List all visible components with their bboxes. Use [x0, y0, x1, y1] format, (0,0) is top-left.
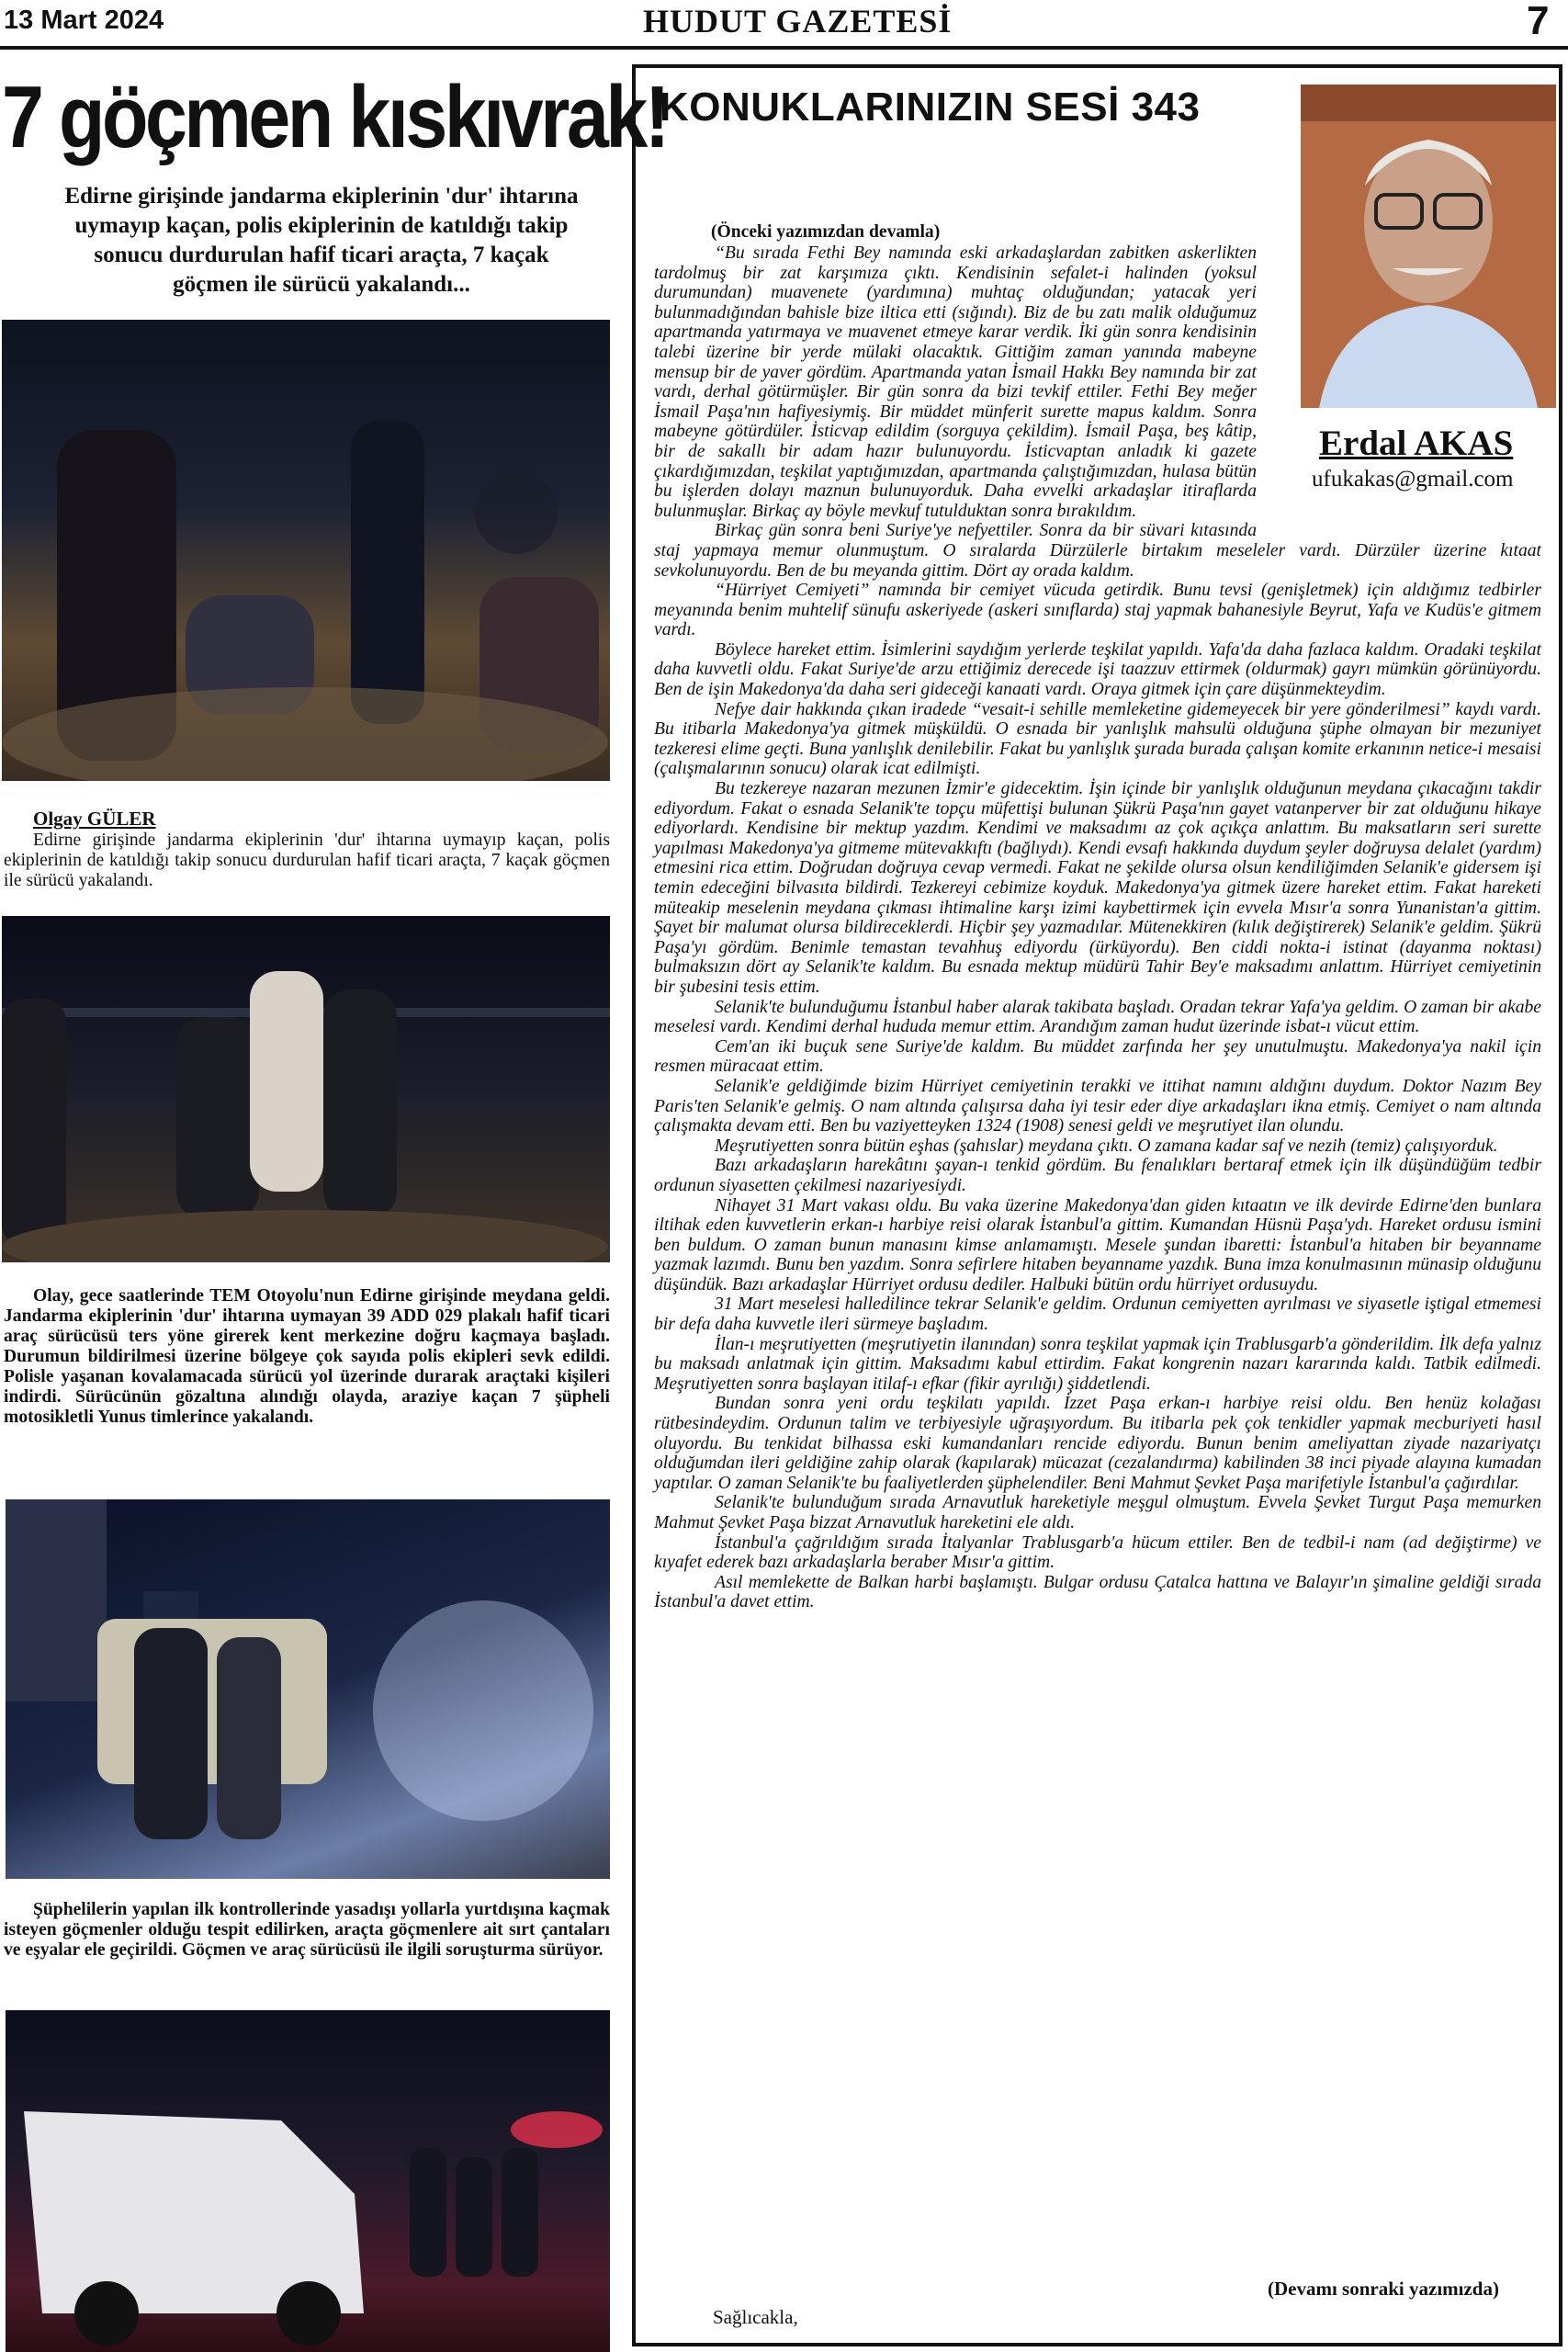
column-paragraph: Nihayet 31 Mart vakası oldu. Bu vaka üzerine Makedonya'dan giden kıtaatın ve ilk devirde Edirne'den bunlara iltihak eden kuvvetlerin erkan-ı harbiye reisi olarak İstanbul'a gittim. Kumandan Hüsnü Paşa'ydı. Hareket ordusu ismini ben buldum. O zaman bunun manasını kimse anlamamıştı. Mesele şundan ibaretti: İstanbul'a hitaben bir beyanname yazmak lazımdı. Bunu ben yazdım. Sonra sefirlere hitaben beyanname yazdık. Buna imza konulmasının münasip olduğunu düşündük. Bazı arkadaşlar Hürriyet ordusu dediler. Halbuki bütün ordu hürriyet ordusuydu. — [654, 1195, 1541, 1295]
article-paragraph-2: Olay, gece saatlerinde TEM Otoyolu'nun Edirne girişinde meydana geldi. Jandarma ekiplerinin 'dur' ihtarına uymayan 39 ADD 029 plakalı hafif ticari araç sürücüsü ters yöne girerek kent merkezine doğru kaçmaya başladı. Durumun bildirilmesi üzerine bölgeye çok sayıda polis ekipleri sevk edildi. Polisle yaşanan kovalamacada sürücü yol üzerinde durarak araçtaki kişileri indirdi. Sürücünün gözaltına alındığı olayda, araziye kaçan 7 şüpheli motosikletli Yunus timlerince yakalandı. — [4, 1286, 610, 1427]
article-spot: Edirne girişinde jandarma ekiplerinin 'dur' ihtarına uymayıp kaçan, polis ekiplerinin de katıldığı takip sonucu durdurulan hafif ticari araçta, 7 kaçak göçmen ile sürücü yakalandı... — [64, 184, 579, 297]
column-paragraph: Selanik'te bulunduğumu İstanbul haber alarak takibata başladı. Oradan tekrar Yafa'ya geldim. O zaman bir akabe meselesi vardı. Kendimi derhal hududa memur ettim. Arandığım zaman hudut üzerinde isbat-ı vücut ettim. — [654, 997, 1541, 1037]
author-email[interactable]: ufukakas@gmail.com — [1312, 467, 1514, 492]
column-paragraph: “Bu sırada Fethi Bey namında eski arkadaşlardan zabitken askerlikten tardolmuş bir zat karşımıza çıktı. Kendisinin sefalet-i halinden (yoksul durumundan) muavenete (yardımına) muhtaç olduğundan; yatacak yeri bulunmadığından bahisle bize iltica etti (sığındı). Biz de bu zatı malik olduğumuz apartmanda yatırmaya ve muavenet etmeye karar verdik. İki gün sonra kendisinin talebi üzerine bir yerde mülaki olacaktık. Gittiğim zaman yanında mabeyne mensup bir de yaver gördüm. Apartmanda yatan İsmail Hakkı Bey namında bir zat vardı, derhal götürmüşler. Bir gün sonra da bizi tevkif ettiler. Fethi Bey meğer İsmail Paşa'nın hafiyesiymiş. Bir müddet münferit surette mapus kaldım. Sonra mabeyne götürdüler. İsticvap edildim (sorguya çekildim). İsmail Paşa, beş kâtip, bir de sakallı bir adam hazır bulunuyordu. İsticvaptan anladık ki gazete çıkardığımızdan, teşkilat yaptığımızdan, apartmanda çalıştığımızdan, hulasa bütün bu işlerden dolayı maznun bulunuyorduk. Daha evvelki arkadaşlar itiraflarda bulunmuşlar. Birkaç ay böyle mevkuf tutulduktan sonra bırakıldım. — [654, 243, 1257, 521]
column-paragraph: İlan-ı meşrutiyetten (meşrutiyetin ilanından) sonra teşkilat yapmak için Trablusgarb'a gönderildim. İlk defa yalnız bu maksadı anlatmak için gittim. Maksadımı kabul ettirdim. Fakat kongrenin nazarı kararında kaldı. Tatbik edilmedi. Meşrutiyetten sonra başlayan itilaf-ı efkar (fikir ayrılığı) şiddetlendi. — [654, 1334, 1541, 1394]
column-paragraph: Bundan sonra yeni ordu teşkilatı yapıldı. İzzet Paşa erkan-ı harbiye reisi oldu. Ben henüz kolağası rütbesindeydim. Ordunun talim ve terbiyesiyle uğraşıyordum. Bu itibarla pek çok tenkidler yapmak mecburiyeti hasıl oluyordu. Bu tenkidat bilhassa eski kumandanları rencide ediyordu. Bunun benim ameliyattan ziyade nazariyatçı olduğumdan ileri geldiğine zahip olarak (kapılarak) mücazat (cezalandırma) kabilinden 38 inci piyade alayına kumadan yaptılar. O zaman Selanik'te bu faaliyetlerden şüphelendiler. Beni Mahmut Şevket Paşa marifetiyle İstanbul'a çağırdılar. — [654, 1394, 1541, 1493]
newspaper-name: HUDUT GAZETESİ — [643, 3, 953, 40]
photo-scene-4 — [6, 2010, 610, 2352]
photo-scene-1 — [2, 320, 610, 781]
column-paragraph: Bu tezkereye nazaran mezunen İzmir'e gidecektim. İşin içinde bir yanlışlık olduğunun meydana çıkacağını takdir ediyordum. Fakat o esnada Selanik'te topçu müfettişi bulunan Şükrü Paşa'nın gayet vatanperver bir zat olduğunu hikaye ediyorlardı. Kendisine bir mektup yazdım. Kendimi ve maksadımı az çok açıkça anlattım. Bu maksatların seri surette yapılması Makedonya'ya gitmeme mütevakkıftı (bağlıydı). Kendi evsafı hakkında duydum şeyler doğruysa delalet (yardım) etmesini rica ettim. Doğrudan doğruya cevap vermedi. Fakat ne şekilde olursa olsun kendiliğimden Selanik'e gidersem işi temin edeceğini bilvasıta bildirdi. Tezkereyi cebimize koyduk. Makedonya'ya gitmek üzere hareket ettim. Fakat hareketi müteakip meselenin meydana çıkması ihtimaline karşı izimi kaybettirmek için evvela Mısır'a sonra Yunanistan'a gittim. Şayet bir malumat olursa bildireceklerdi. Hiçbir şey yazmadılar. Mütenekkiren (kılık değiştirerek) Selanik'e geldim. Şükrü Paşa'yı gördüm. Benimle temastan tevahhuş ediyordu (ürküyordu). Ben ciddi nokta-i istinat (dayanma noktası) bulmaksızın dört ay Selanik'te kaldım. Bu esnada mektup müdürü Tahir Bey'e maksadımı anlattım. Hürriyet cemiyetinin bir şubesini tesis ettim. — [654, 779, 1541, 997]
continued-from-label: (Önceki yazımızdan devamla) — [711, 222, 941, 242]
photo-police-night-field — [2, 916, 610, 1262]
signoff: Sağlıcakla, — [713, 2306, 798, 2328]
issue-date: 13 Mart 2024 — [4, 6, 164, 35]
article-paragraph-3: Şüphelilerin yapılan ilk kontrollerinde yasadışı yollarla yurtdışına kaçmak isteyen göçmenler olduğu tespit edilirken, araçta göçmenlere ait sırt çantaları ve eşyalar ele geçirildi. Göçmen ve araç sürücüsü ile ilgili soruşturma sürüyor. — [4, 1900, 610, 1960]
author-name: Erdal AKAS — [1319, 424, 1514, 463]
column-paragraph: Nefye dair hakkında çıkan iradede “vesait-i sehille memleketine gidemeyecek bir yere gönderilmesi” kaydı vardı. Bu itibarla Makedonya'ya gitmek müşküldü. O esnada bir yanlışlık mahsulü olduğuna şüphe olmayan bir mezuniyet tezkeresi elime geçti. Buna yanlışlık denilebilir. Fakat bu yanlışlık şurada burada çalışan komite erkanının netice-i mesaisi (çalışmalarının sonucu) olarak icat edilmişti. — [654, 699, 1541, 779]
column-paragraph: Selanik'te bulunduğum sırada Arnavutluk hareketiyle meşgul olmuştum. Evvela Şevket Turgut Paşa memurken Mahmut Şevket Paşa bizzat Arnavutluk hareketini ele aldı. — [654, 1493, 1541, 1532]
photo-scene-2 — [2, 916, 610, 1262]
column-paragraph: Birkaç gün sonra beni Suriye'ye nefyettiler. Sonra da bir süvari kıtasında staj yapmaya memur olunmuştum. O sıralarda Dürzülerle birtakım meseleler vardı. Dürzüler üzerine kıtaat sevkolunuyordu. Ben de bu meyanda gittim. Dört ay orada kaldım. — [654, 521, 1541, 581]
article-byline: Olgay GÜLER — [33, 808, 156, 830]
column-paragraph: 31 Mart meselesi halledilince tekrar Selanik'e geldim. Ordunun cemiyetten ayrılması ve siyasetle iştigal etmemesi bir defa daha kuvvetle ileri sürmeye başladım. — [654, 1295, 1541, 1335]
column-body — [654, 243, 1541, 1612]
continued-next-label: (Devamı sonraki yazımızda) — [1268, 2278, 1499, 2300]
photo-van-police-lights — [6, 2010, 610, 2352]
column-title: KONUKLARINIZIN SESİ 343 — [660, 85, 1201, 130]
column-paragraph: Cem'an iki buçuk sene Suriye'de kaldım. Bu müddet zarfında her şey unutulmuştu. Makedonya'ya nakil için resmen müracaat ettim. — [654, 1036, 1541, 1077]
photo-scene-3 — [6, 1499, 610, 1879]
photo-police-migrants-field — [2, 320, 610, 781]
portrait-wrap-space — [1257, 243, 1541, 528]
page-number: 7 — [1527, 0, 1550, 43]
article-headline: 7 göçmen kıskıvrak! — [2, 68, 667, 166]
column-paragraph: Bazı arkadaşların harekâtını şayan-ı tenkid gördüm. Bu fenalıkları bertaraf etmek için ilk düşündüğüm tedbir ordunun siyasetten çekilmesi nazariyesiydi. — [654, 1156, 1541, 1195]
photo-police-vehicle-night — [6, 1499, 610, 1879]
column-paragraph: İstanbul'a çağrıldığım sırada İtalyanlar Trablusgarb'a hücum ettiler. Ben de tedbil-i nam (ad değiştirme) ve kıyafet ederek bazı arkadaşlarla beraber Mısır'a gittim. — [654, 1532, 1541, 1573]
article-paragraph-1: Edirne girişinde jandarma ekiplerinin 'dur' ihtarına uymayıp kaçan, polis ekiplerinin de katıldığı takip sonucu durdurulan hafif ticari araçta, 7 kaçak göçmen ile sürücü yakalandı. — [4, 831, 610, 890]
column-paragraph: Asıl memlekette de Balkan harbi başlamıştı. Bulgar ordusu Çatalca hattına ve Balayır'ın şimaline geldiği sırada İstanbul'a davet ettim. — [654, 1572, 1541, 1612]
column-paragraph: Meşrutiyetten sonra bütün eşhas (şahıslar) meydana çıktı. O zamana kadar saf ve nezih (temiz) çalışıyorduk. — [715, 1136, 1498, 1156]
column-paragraph: Selanik'e geldiğimde bizim Hürriyet cemiyetinin terakki ve ittihat namını aldığını duydum. Doktor Nazım Bey Paris'ten Selanik'e gelmiş. O nam altında çalışırsa daha iyi tesir eder diye arkadaşları ikna etmiş. Cemiyet o nam altında çalışmakta devam etti. Ben bu vaziyetteyken 1324 (1908) senesi geldi ve meşrutiyet ilan olundu. — [654, 1076, 1541, 1136]
column-paragraph: “Hürriyet Cemiyeti” namında bir cemiyet vücuda getirdik. Bunu tevsi (genişletmek) için aldığımız tedbirler meyanında benim muhtelif sünufu askeriyede (askeri sınıflarda) staj yapmak bahanesiyle Beyrut, Yafa ve Kudüs'e gitmem vardı. — [654, 581, 1541, 640]
column-paragraph: Böylece hareket ettim. İsimlerini saydığım yerlerde teşkilat yapıldı. Yafa'da daha fazlaca kaldım. Oradaki teşkilat daha kuvvetli oldu. Fakat Suriye'de arzu ettiğimiz derecede işi taazzuv ettirmek (oldurmak) gayrı mümkün görünüyordu. Ben de işin Makedonya'da daha seri gideceği kanaati vardı. Oraya gitmek için çare düşünmekteydim. — [654, 639, 1541, 700]
header-rule — [0, 46, 1568, 50]
